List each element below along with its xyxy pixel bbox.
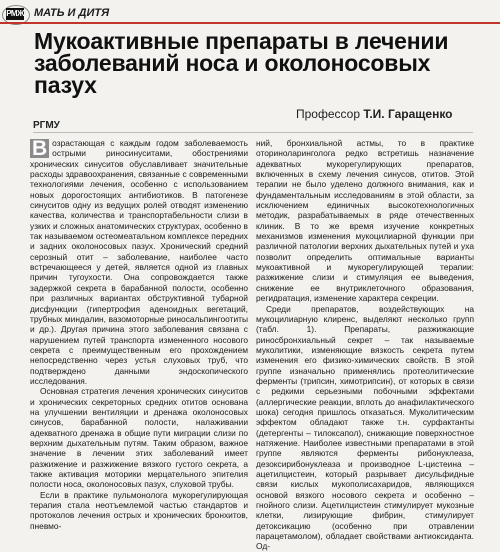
- author-line: [296, 107, 453, 121]
- divider: [33, 132, 473, 133]
- paragraph-text: озрастающая с каждым годом заболеваемость острыми риносинуситами, обострениями хронических синуситов обуславливает значительные расходы здравоохранения, связанные с современными технологиями лечения, особенно с использованием новых дорогостоящих антибиотиков. В патогенезе синуситов одну из ведущих ролей отводят изменению качества, количества и транспортабельности слизи в узких и сложных анатомических структурах, особенно в так называемом остеомеатальном комплексе передних и задних околоносовых пазух. Хронический средний серозный отит – заболевание, наиболее часто встречающееся у детей, является одной из главных причин тугоухости. Она сопровождается также задержкой секрета в барабанной полости, особенно при различных вариантах обструктивной тубарной дисфункции (гипертрофия аденоидных вегетаций, трубных миндалин, вазомоторные риносальпингоотиты и др.). Другая причина этого заболевания связана с нарушением путей транспорта измененного носового секрета с преимущественным его прохождением непосредственно через устья слуховых труб, что подтверждено данными эндоскопического исследования.: [30, 138, 248, 386]
- author-name: Т.И. Гаращенко: [363, 107, 453, 121]
- author-title: Профессор: [296, 107, 361, 121]
- paragraph: Если в практике пульмонолога мукорегулирующая терапия стала неотъемлемой частью стандартов и протоколов лечения острых и хронических бронхитов, пневмо-: [30, 489, 248, 531]
- header-rule: [0, 22, 500, 24]
- article-title: Мукоактивные препараты в лечении заболеваний носа и околоносовых пазух: [34, 28, 449, 98]
- drop-cap: В: [32, 137, 48, 160]
- paragraph: [30, 138, 248, 386]
- paragraph: ний, бронхиальной астмы, то в практике оториноларинголога редко встретишь назначение адекватных мукорегулирующих препаратов, включенных в схему лечения синусов, отитов. Этой терапии не было уделено должного внимания, как и фундаментальным исследованиям в этой области, за исключением единичных высокотехнологичных методик, разрабатываемых в ряде отечественных клиник. В то же время изучение конкретных механизмов изменения мукоцилиарной функции при различной патологии верхних дыхательных путей и уха позволит определить оптимальные варианты мукоактивной и мукорегулирующей терапии: разжижение слизи и стимуляция ее выведения, снижение ее внутриклеточного образования, регидратация, изменение характера секреции.: [256, 138, 474, 304]
- author-organization: РГМУ: [33, 120, 60, 131]
- paragraph: Основная стратегия лечения хронических синуситов и хронических секреторных средних отитов основана на улучшении вентиляции и дренажа околоносовых синусов, барабанной полости, налаживании адекватного дренажа в общие пути миграции слизи по верхним дыхательным путям. Таким образом, важное значение в лечении этих заболеваний имеет разжижение и разжижение вязкого густого секрета, а также активация моторики мерцательного эпителия полости носа, околоносовых пазух, слуховой трубы.: [30, 386, 248, 490]
- journal-logo: РМЖ: [6, 9, 24, 18]
- section-label: МАТЬ И ДИТЯ: [34, 7, 110, 19]
- paragraph: Среди препаратов, воздействующих на мукоцилиарную клиренс, выделяют несколько групп (табл. 1). Препараты, разжижающие риносбронхиальный секрет – так называемые муколитики, изменяющие вязкость секрета путем изменения его физико-химических свойств. В этой группе изначально применялись протеолитические ферменты (трипсин, химотрипсин), от которых в связи с редкими серьезными побочными эффектами (аллергические реакции, вплоть до анафилактического шока) сегодня пришлось отказаться. Муколитическим эффектом обладают также т.н. сурфактанты (детергенты – тилоксапол), снижающие поверхностное натяжение. Наиболее известными препаратами в этой группе являются ферменты рибонуклеаза, дезоксирибонуклеаза и производное L-цистеина – ацетилцистеин, который разрывает дисульфидные связи кислых мукополисахаридов, являющихся основой вязкого носового секрета и особенно – гнойного слизи. Ацетилцистеин стимулирует мукозные клетки, лизирующие фибрин, стимулирует детоксикацию (особенно при отравлении парацетамолом), обладает свойствами антиоксиданта. Од-: [256, 303, 474, 552]
- text-column-left: [30, 138, 248, 531]
- text-column-right: [256, 138, 474, 552]
- page-header: [0, 0, 500, 26]
